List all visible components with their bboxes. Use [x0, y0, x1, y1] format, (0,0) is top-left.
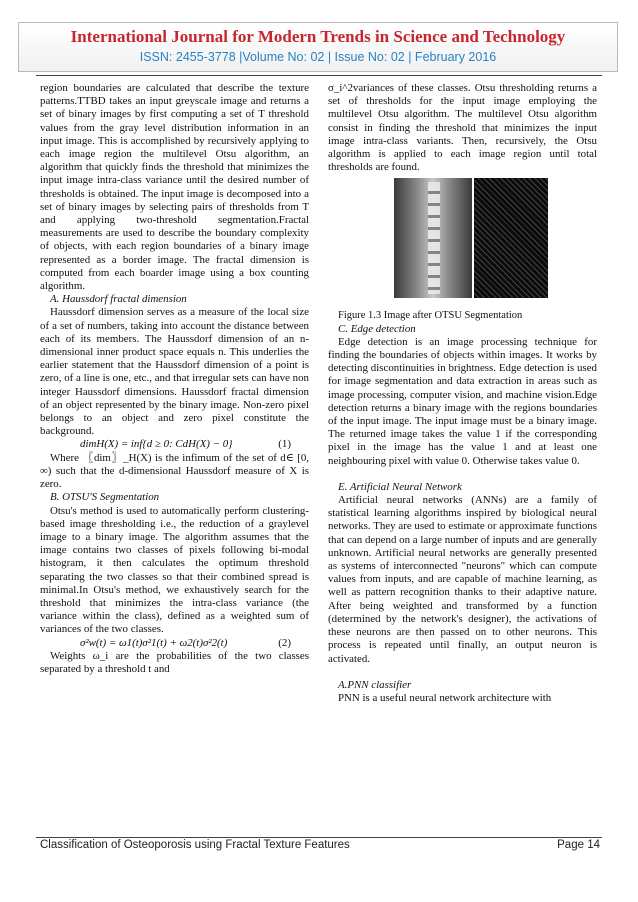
spacer — [328, 666, 597, 679]
equation-1-number: (1) — [278, 438, 291, 451]
paragraph: Edge detection is an image processing technique for finding the boundaries of objects within images. It works by detecting discontinuities in brightness. Edge detection is used for image segmentation and data extraction in areas such as image processing, computer vision, and machine vision.Edge detection returns a binary image with the regions boundaries of the input image. The input image must be a binary image. The returned image takes the value 1 if the corresponding pixel in the image has the value 1 and at least one neighbouring pixel with value 0. Otherwise takes value 0. — [328, 335, 597, 467]
paragraph: PNN is a useful neural network architecture with — [338, 691, 552, 704]
equation-2-body: σ²w(t) = ω1(t)σ²1(t) + ω2(t)σ²2(t) — [80, 636, 228, 649]
journal-title: International Journal for Modern Trends in Science and Technology — [70, 27, 566, 46]
page-number: Page 14 — [557, 839, 600, 851]
equation-2 — [40, 637, 309, 650]
paragraph: Haussdorf dimension serves as a measure of the local size of a set of numbers, taking into account the distance between each of its members. The Haussdorf dimension of an n-dimensional inner product space equals n. This underlies the earlier statement that the Haussdorf dimension of a point is zero, of a line is one, etc., and that irregular sets can have non integer Haussdorf dimensions. Haussdorf fractal dimension of an object represented by the binary image. Non-zero pixel belongs to an object and zero pixel constitute the background. — [40, 306, 309, 438]
section-heading-pnn: A.PNN classifier — [338, 678, 412, 691]
footer-divider — [36, 837, 602, 838]
equation-1 — [40, 438, 309, 451]
segmented-image — [474, 178, 548, 298]
section-heading-ann: E. Artificial Neural Network — [338, 480, 462, 493]
section-heading-edge: C. Edge detection — [338, 322, 416, 335]
equation-2-number: (2) — [278, 636, 291, 649]
figure-caption: Figure 1.3 Image after OTSU Segmentation — [338, 310, 523, 322]
paragraph: region boundaries are calculated that describe the texture patterns.TTBD takes an input greyscale image and returns a set of binary images by first computing a set of T threshold values from the gray level distribution information in an input image. This is accomplished by recursively applying to each image region the multilevel Otsu algorithm, an algorithm that quickly finds the threshold that minimizes the input image intra-class variance until the desired number of thresholds is obtained. The input image is decomposed into a set of binary images by selecting pairs of thresholds from T and applying two-threshold segmentation.Fractal measurements are used to describe the boundary complexity of objects, with each region boundaries of a binary image represented as a border image. The fractal dimension is computed from each boarder image using a box counting algorithm. — [40, 82, 309, 293]
paragraph: Otsu's method is used to automatically perform clustering-based image thresholding i.e., the reduction of a graylevel image to a binary image. The algorithm assumes that the image contains two classes of pixels following bi-modal histogram, it then calculates the optimum threshold separating the two classes so that their combined spread is minimal.In Otsu's method, we exhaustively search for the threshold that minimizes the intra-class variance (the variance within the class), defined as a weighted sum of variances of the two classes. — [40, 504, 309, 636]
xray-image — [394, 178, 472, 298]
edge-texture — [474, 178, 548, 298]
section-heading-otsu: B. OTSU'S Segmentation — [50, 491, 160, 504]
issn-line: ISSN: 2455-3778 |Volume No: 02 | Issue No: 02 | February 2016 — [139, 50, 497, 64]
section-heading-haussdorf: A. Haussdorf fractal dimension — [50, 293, 187, 306]
paragraph: σ_i^2variances of these classes. Otsu thresholding returns a set of thresholds for the input image employing the multilevel Otsu algorithm. The multilevel Otsu algorithm consist in finding the threshold that minimizes the input image intra-class variants. Then, recursively, the Otsu algorithm is applied to each image region until total thresholds are found. — [328, 82, 597, 174]
paragraph: Artificial neural networks (ANNs) are a family of statistical learning algorithms inspired by biological neural networks. They are used to estimate or approximate functions that can depend on a large number of inputs and are generally unknown. Artificial neural networks are generally presented as systems of interconnected "neurons" which can compute values from inputs, and are capable of machine learning, as well as pattern recognition thanks to their adaptive nature. After being weighted and transformed by a function (determined by the network's designer), the activations of these neurons are then passed on to other neurons. This process is repeated until finally, an output neuron is activated. — [328, 494, 597, 665]
spine-shape — [428, 182, 440, 294]
footer-title: Classification of Osteoporosis using Fractal Texture Features — [40, 839, 350, 851]
left-column — [40, 82, 309, 676]
spacer — [328, 468, 597, 481]
header-divider — [36, 75, 602, 76]
journal-header — [18, 22, 618, 72]
right-column — [328, 82, 597, 705]
figure-otsu-segmentation — [328, 176, 597, 306]
paragraph: Weights ω_i are the probabilities of the two classes separated by a threshold t and — [40, 649, 309, 675]
paragraph: Where 〖dim〗_H(X) is the infimum of the set of d∈ [0, ∞) such that the d-dimensional Haussdorf measure of X is zero. — [40, 451, 309, 491]
equation-1-body: dimH(X) = inf{d ≥ 0: CdH(X) − 0} — [80, 438, 233, 451]
